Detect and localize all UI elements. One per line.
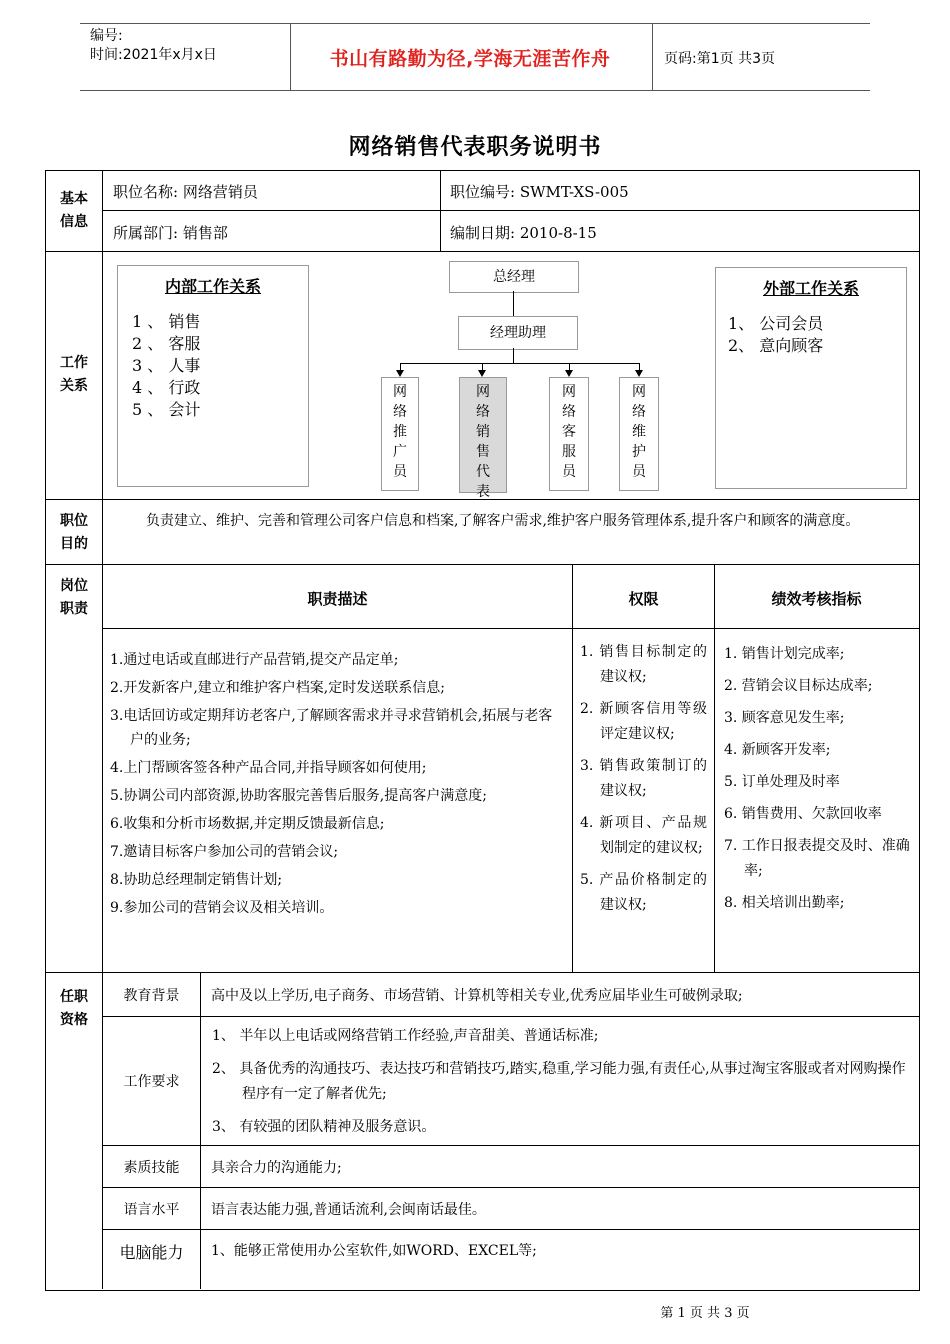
org-node-text: 网络推广员: [393, 384, 407, 480]
org-node-text: 网络维护员: [632, 384, 646, 480]
qualifications-label-text: 任职资格: [60, 989, 88, 1028]
list-item: 2、 具备优秀的沟通技巧、表达技巧和营销技巧,踏实,稳重,学习能力强,有责任心,从事过淘宝客服或者对网购操作程序有一定了解者优先;: [212, 1061, 906, 1102]
rule-duties-end: [45, 972, 919, 973]
list-item: 3 、 人事: [132, 356, 201, 375]
computer-text: 1、能够正常使用办公室软件,如WORD、EXCEL等;: [211, 1243, 537, 1259]
header-motto: 书山有路勤为径,学海无涯苦作舟: [329, 48, 611, 70]
list-item: 5.协调公司内部资源,协助客服完善售后服务,提高客户满意度;: [110, 788, 487, 804]
rule-quality-end: [103, 1187, 919, 1188]
list-item: 2、 意向顾客: [728, 336, 824, 355]
list-item: 3. 销售政策制订的建议权;: [580, 758, 707, 799]
arrow-down-icon: [565, 370, 573, 377]
org-node-text: 网络客服员: [562, 384, 576, 480]
page-info: 页码:第1页 共3页: [664, 51, 775, 67]
rule-basic-split: [440, 170, 441, 252]
quality-skill-label: 素质技能: [123, 1160, 180, 1176]
org-connector: [513, 291, 514, 316]
rule-qual-split: [200, 972, 201, 1289]
qualifications-label: [46, 986, 102, 1032]
list-item: 6.收集和分析市场数据,并定期反馈最新信息;: [110, 816, 385, 832]
org-node-maintenance: [619, 377, 659, 491]
rule-basic-end: [45, 251, 919, 252]
list-item: 1、 公司会员: [728, 314, 824, 333]
list-item: 1 、 销售: [132, 312, 201, 331]
list-item: 2.开发新客户,建立和维护客户档案,定时发送联系信息;: [110, 680, 445, 696]
list-item: 2 、 客服: [132, 334, 201, 353]
list-item: 5. 订单处理及时率: [724, 774, 840, 790]
position-name: 职位名称: 网络营销员: [113, 183, 258, 201]
list-item: 3、 有较强的团队精神及服务意识。: [212, 1119, 436, 1135]
org-connector: [513, 348, 514, 363]
col-header-authority: 权限: [628, 590, 659, 608]
doc-code-label: 编号:: [90, 28, 123, 44]
purpose-label-text: 职位目的: [60, 513, 88, 552]
list-item: 3. 顾客意见发生率;: [724, 710, 845, 726]
org-node-general-manager: 总经理: [449, 261, 579, 293]
list-item: 4.上门帮顾客签各种产品合同,并指导顾客如何使用;: [110, 760, 427, 776]
list-item: 5 、 会计: [132, 400, 201, 419]
external-relations-title: 外部工作关系: [762, 279, 859, 298]
language-text: 语言表达能力强,普通话流利,会闽南话最佳。: [211, 1202, 486, 1218]
rule-label-column: [102, 170, 103, 1289]
org-node-service: [549, 377, 589, 491]
org-node-promoter: [381, 377, 419, 491]
rule-language-end: [103, 1229, 919, 1230]
work-relations-label-text: 工作关系: [60, 355, 88, 394]
duties-label-text: 岗位职责: [60, 578, 88, 617]
list-item: 2. 营销会议目标达成率;: [724, 678, 873, 694]
list-item: 9.参加公司的营销会议及相关培训。: [110, 900, 334, 916]
list-item: 4. 新顾客开发率;: [724, 742, 831, 758]
arrow-down-icon: [396, 370, 404, 377]
purpose-text: 负责建立、维护、完善和管理公司客户信息和档案,了解客户需求,维护客户服务管理体系,提升客户和顾客的满意度。: [146, 513, 860, 529]
list-item: 4 、 行政: [132, 378, 201, 397]
list-item: 1、 半年以上电话或网络营销工作经验,声音甜美、普通话标准;: [212, 1028, 599, 1044]
col-header-duty-desc: 职责描述: [307, 590, 368, 608]
external-relations-list: [728, 313, 906, 357]
purpose-label: [46, 510, 102, 556]
org-connector-bar: [400, 363, 640, 364]
computer-label: 电脑能力: [119, 1243, 184, 1262]
department: 所属部门: 销售部: [113, 224, 228, 242]
basic-info-label-text: 基本信息: [60, 191, 88, 230]
col-header-kpi: 绩效考核指标: [771, 590, 862, 608]
page-footer: 第 1 页 共 3 页: [660, 1306, 750, 1321]
list-item: 6. 销售费用、欠款回收率: [724, 806, 882, 822]
education-text: 高中及以上学历,电子商务、市场营销、计算机等相关专业,优秀应届毕业生可破例录取;: [211, 988, 743, 1004]
rule-duties-col2: [714, 564, 715, 973]
work-relations-label: [46, 352, 102, 398]
authority-list: [580, 640, 707, 925]
basic-info-label: [46, 188, 102, 234]
arrow-down-icon: [635, 370, 643, 377]
header-bottom-rule: [80, 90, 870, 91]
rule-duties-col1: [572, 564, 573, 973]
rule-basic-mid: [103, 210, 919, 211]
duties-label: [46, 575, 102, 621]
org-node-sales-rep: [459, 377, 507, 500]
work-requirement-label: 工作要求: [123, 1074, 180, 1090]
compile-date: 编制日期: 2010-8-15: [450, 224, 597, 242]
education-label: 教育背景: [123, 988, 180, 1004]
internal-relations-box: [117, 265, 309, 487]
internal-relations-title: 内部工作关系: [164, 277, 261, 296]
list-item: 3.电话回访或定期拜访老客户,了解顾客需求并寻求营销机会,拓展与老客户的业务;: [110, 708, 553, 748]
header-divider-2: [652, 23, 653, 90]
language-label: 语言水平: [123, 1202, 180, 1218]
arrow-down-icon: [478, 370, 486, 377]
list-item: 7. 工作日报表提交及时、准确率;: [724, 838, 910, 879]
org-node-assistant: 经理助理: [458, 316, 578, 350]
rule-duties-header: [103, 628, 919, 629]
list-item: 1. 销售计划完成率;: [724, 646, 845, 662]
list-item: 2. 新顾客信用等级评定建议权;: [580, 701, 707, 742]
list-item: 1. 销售目标制定的建议权;: [580, 644, 707, 685]
quality-skill-text: 具亲合力的沟通能力;: [211, 1160, 342, 1176]
list-item: 1.通过电话或直邮进行产品营销,提交产品定单;: [110, 652, 399, 668]
work-requirement-list: [212, 1024, 912, 1148]
internal-relations-list: [132, 311, 308, 421]
doc-time-label: 时间:2021年x月x日: [90, 47, 217, 63]
org-node-text: 网络销售代表: [476, 384, 490, 500]
position-code: 职位编号: SWMT-XS-005: [450, 183, 629, 201]
kpi-list: [724, 642, 912, 923]
rule-purpose-end: [45, 564, 919, 565]
duty-list: [110, 648, 555, 924]
header-top-rule: [80, 23, 870, 24]
document-title: 网络销售代表职务说明书: [348, 134, 602, 160]
list-item: 8. 相关培训出勤率;: [724, 895, 845, 911]
header-divider-1: [290, 23, 291, 90]
external-relations-box: [715, 267, 907, 489]
list-item: 8.协助总经理制定销售计划;: [110, 872, 283, 888]
list-item: 4. 新项目、产品规划制定的建议权;: [580, 815, 707, 856]
rule-edu-end: [103, 1016, 919, 1017]
list-item: 7.邀请目标客户参加公司的营销会议;: [110, 844, 339, 860]
list-item: 5. 产品价格制定的建议权;: [580, 872, 707, 913]
